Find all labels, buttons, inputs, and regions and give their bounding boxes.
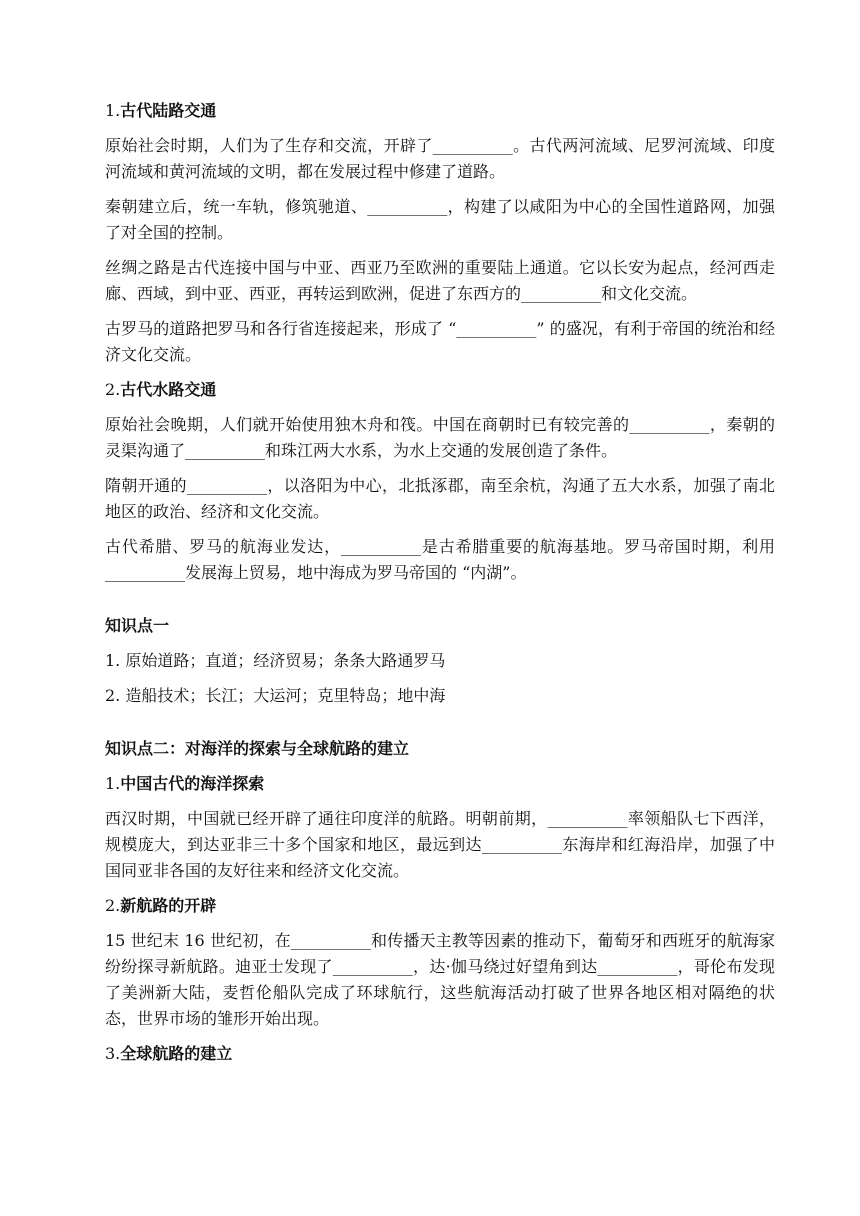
heading-text: 知识点一 bbox=[105, 616, 170, 635]
section-heading-land-transport bbox=[105, 98, 775, 124]
paragraph: 古代希腊、罗马的航海业发达，__________是古希腊重要的航海基地。罗马帝国时期，利用__________发展海上贸易，地中海成为罗马帝国的 “内湖”。 bbox=[105, 537, 775, 582]
heading-number: 3. bbox=[105, 1044, 121, 1063]
section-heading-water-transport bbox=[105, 377, 775, 403]
heading-number: 2. bbox=[105, 380, 121, 399]
paragraph: 隋朝开通的__________，以洛阳为中心，北抵涿郡，南至余杭，沟通了五大水系，加强了南北地区的政治、经济和文化交流。 bbox=[105, 476, 775, 521]
heading-text: 全球航路的建立 bbox=[120, 1044, 233, 1063]
answer-line: 1. 原始道路；直道；经济贸易；条条大路通罗马 bbox=[105, 651, 446, 670]
knowledge-point-two-heading bbox=[105, 736, 775, 762]
answer-section-heading bbox=[105, 613, 775, 639]
paragraph: 原始社会晚期，人们就开始使用独木舟和筏。中国在商朝时已有较完善的__________，秦朝的灵渠沟通了__________和珠江两大水系，为水上交通的发展创造了条件。 bbox=[105, 415, 775, 460]
spacer bbox=[105, 718, 775, 736]
paragraph: 丝绸之路是古代连接中国与中亚、西亚乃至欧洲的重要陆上通道。它以长安为起点，经河西走廊、西域，到中亚、西亚，再转运到欧洲，促进了东西方的__________和文化交流。 bbox=[105, 258, 775, 303]
answer-line: 2. 造船技术；长江；大运河；克里特岛；地中海 bbox=[105, 686, 446, 705]
paragraph: 秦朝建立后，统一车轨，修筑驰道、__________，构建了以咸阳为中心的全国性道路网，加强了对全国的控制。 bbox=[105, 197, 775, 242]
subheading-new-routes bbox=[105, 893, 775, 919]
heading-text: 新航路的开辟 bbox=[120, 896, 217, 915]
document-body bbox=[105, 98, 775, 1076]
paragraph: 西汉时期，中国就已经开辟了通往印度洋的航路。明朝前期，__________率领船队七下西洋，规模庞大，到达亚非三十多个国家和地区，最远到达__________东海岸和红海沿岸，加强了中国同亚非各国的友好往来和经济文化交流。 bbox=[105, 809, 775, 880]
paragraph: 原始社会时期，人们为了生存和交流，开辟了__________。古代两河流域、尼罗河流域、印度河流域和黄河流域的文明，都在发展过程中修建了道路。 bbox=[105, 136, 775, 181]
paragraph: 古罗马的道路把罗马和各行省连接起来，形成了 “__________” 的盛况，有利于帝国的统治和经济文化交流。 bbox=[105, 319, 775, 364]
heading-number: 1. bbox=[105, 774, 121, 793]
heading-text: 古代水路交通 bbox=[120, 380, 217, 399]
subheading-ocean-exploration bbox=[105, 771, 775, 797]
heading-text: 中国古代的海洋探索 bbox=[120, 774, 265, 793]
heading-number: 1. bbox=[105, 101, 121, 120]
heading-text: 古代陆路交通 bbox=[120, 101, 217, 120]
heading-number: 2. bbox=[105, 896, 121, 915]
subheading-global-routes bbox=[105, 1041, 775, 1067]
heading-text: 知识点二：对海洋的探索与全球航路的建立 bbox=[105, 739, 410, 758]
spacer bbox=[105, 595, 775, 613]
paragraph: 15 世纪末 16 世纪初，在__________和传播天主教等因素的推动下，葡萄牙和西班牙的航海家纷纷探寻新航路。迪亚士发现了__________，达·伽马绕过好望角到达__________，哥伦布发现了美洲新大陆，麦哲伦船队完成了环球航行，这些航海活动打破了世界各地区相对隔绝的状态，世界市场的雏形开始出现。 bbox=[105, 931, 775, 1028]
